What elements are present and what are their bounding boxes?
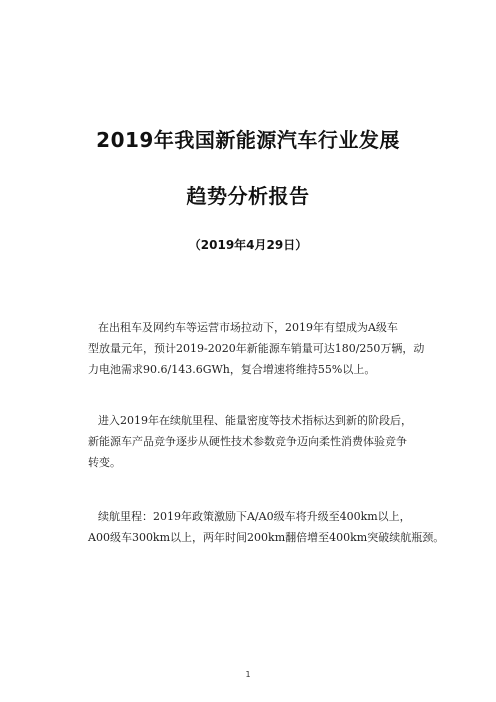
paragraph-line: 进入2019年在续航里程、能量密度等技术指标达到新的阶段后，: [98, 414, 412, 427]
page-number: 1: [245, 670, 251, 679]
paragraph-sales-forecast: [88, 317, 438, 380]
paragraph-competition-shift: [88, 410, 438, 473]
paragraph-line: 新能源车产品竞争逐步从硬性技术参数竞争迈向柔性消费体验竞争: [88, 435, 407, 448]
paragraph-driving-range: [88, 506, 445, 548]
paragraph-line: 续航里程：2019年政策激励下A/A0级车将升级至400km以上，: [98, 510, 411, 523]
paragraph-line: 在出租车及网约车等运营市场拉动下，2019年有望成为A级车: [98, 321, 398, 334]
paragraph-line: A00级车300km以上，两年时间200km翻倍增至400km突破续航瓶颈。: [88, 531, 445, 544]
report-date: （2019年4月29日）: [188, 238, 308, 252]
report-title-line1: 2019年我国新能源汽车行业发展: [96, 128, 400, 152]
paragraph-line: 力电池需求90.6/143.6GWh，复合增速将维持55%以上。: [88, 363, 376, 376]
report-title-line2: 趋势分析报告: [186, 184, 310, 208]
paragraph-line: 型放量元年，预计2019-2020年新能源车销量可达180/250万辆，动: [88, 342, 425, 355]
paragraph-line: 转变。: [88, 456, 121, 469]
